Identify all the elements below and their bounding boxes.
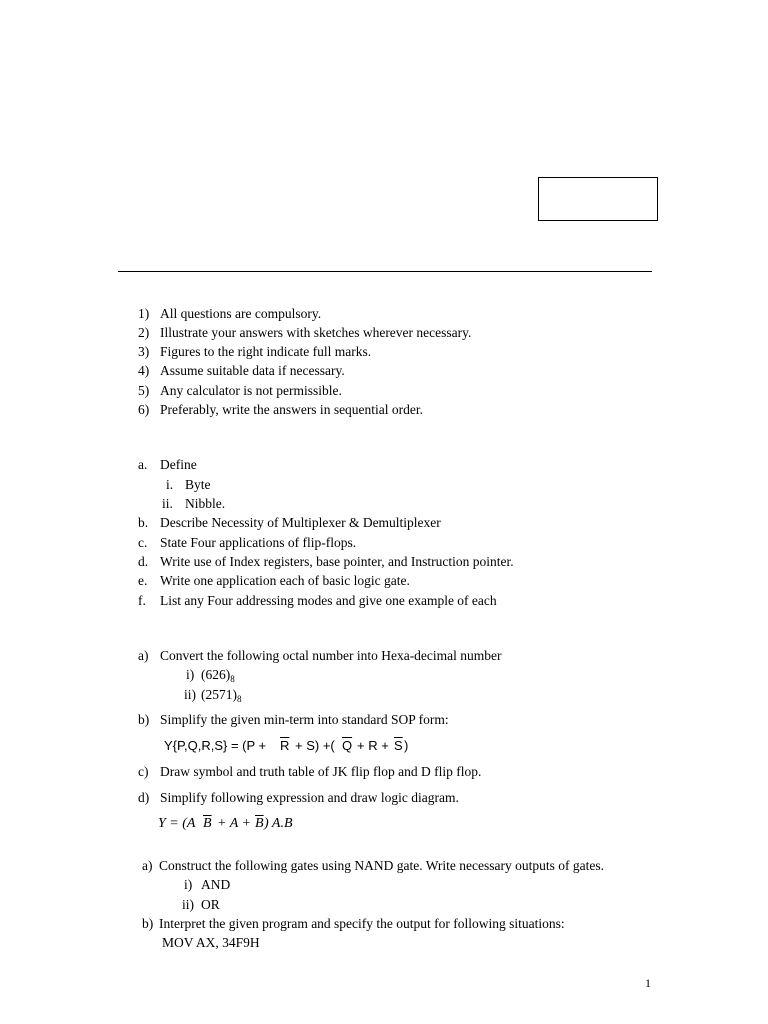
instruction-item: 6) Preferably, write the answers in sequential order.	[138, 402, 424, 417]
q1-item-a-i: i. Byte	[166, 477, 211, 492]
q1-item-a-ii: ii. Nibble.	[162, 496, 226, 511]
sop-expression: Y{P,Q,R,S} = (P + $\overline{R}$ + S) +( $\overline{Q}$ + R + $\overline{S}$ )	[164, 738, 409, 753]
q3-item-a: a) Construct the following gates using NAND gate. Write necessary outputs of gates.	[142, 858, 604, 873]
q2-item-a-ii: ii) $(2571)_8$	[184, 687, 242, 704]
q2-item-d: d) Simplify following expression and draw logic diagram.	[138, 790, 459, 805]
q1-item-a: a. Define	[138, 457, 197, 472]
instruction-item: 2) Illustrate your answers with sketches wherever necessary.	[138, 325, 472, 340]
q1-item-b: b. Describe Necessity of Multiplexer & Demultiplexer	[138, 515, 441, 530]
instruction-item: 4) Assume suitable data if necessary.	[138, 363, 345, 378]
q3-item-a-ii: ii) OR	[182, 897, 220, 912]
q1-item-e: e. Write one application each of basic logic gate.	[138, 573, 410, 588]
q2-item-a-i: i) $(626)_8$	[186, 667, 235, 684]
header-rule	[118, 271, 652, 272]
q2-item-c: c) Draw symbol and truth table of JK flip flop and D flip flop.	[138, 764, 482, 779]
q3-item-b: b) Interpret the given program and specify the output for following situations:	[142, 916, 565, 931]
instruction-item: 3) Figures to the right indicate full marks.	[138, 344, 372, 359]
seat-number-box	[538, 177, 658, 221]
logic-expression: Y = (A $\overline{B}$ + A + $\overline{B}$ ) A.B	[158, 816, 293, 831]
instruction-item: 1) All questions are compulsory.	[138, 306, 322, 321]
q1-item-f: f. List any Four addressing modes and give one example of each	[138, 593, 497, 608]
q2-item-b: b) Simplify the given min-term into standard SOP form:	[138, 712, 449, 727]
q2-item-a: a) Convert the following octal number into Hexa-decimal number	[138, 648, 502, 663]
q1-item-c: c. State Four applications of flip-flops.	[138, 535, 357, 550]
page-number: 1	[645, 976, 651, 990]
q1-item-d: d. Write use of Index registers, base pointer, and Instruction pointer.	[138, 554, 514, 569]
q3-item-a-i: i) AND	[184, 877, 231, 892]
instruction-item: 5) Any calculator is not permissible.	[138, 383, 342, 398]
q3-code-line: MOV AX, 34F9H	[162, 935, 260, 950]
